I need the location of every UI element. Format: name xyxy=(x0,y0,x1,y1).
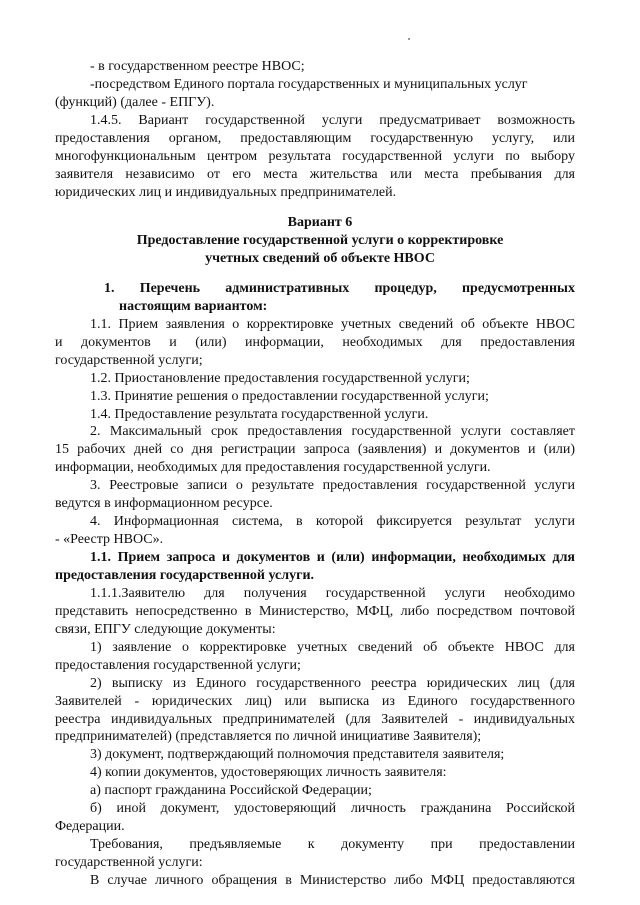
text-line: заявителя независимо от его места жительства или места пребывания для xyxy=(55,166,575,182)
text-line: Заявителей - юридических лиц) или выписка из Единого государственного xyxy=(55,693,575,709)
text-line: государственной услуги: xyxy=(55,855,203,871)
subsection-heading: предоставления государственной услуги. xyxy=(55,567,315,583)
text-line: 4. Информационная система, в которой фиксируется результат услуги xyxy=(90,514,575,530)
section-heading: Вариант 6 xyxy=(287,214,353,230)
text-line: (функций) (далее - ЕПГУ). xyxy=(55,94,215,110)
heading-line: 1. Перечень административных процедур, предусмотренных xyxy=(104,280,575,296)
text-line: - «Реестр НВОС». xyxy=(55,532,164,548)
text-line: многофункциональным центром результата государственной услуги по выбору xyxy=(55,148,575,164)
list-item: 1) заявление о корректировке учетных сведений об объекте НВОС для xyxy=(90,639,575,655)
section-subheading: Предоставление государственной услуги о корректировке xyxy=(136,232,504,248)
text-line: предоставления органом, предоставляющим государственную услугу, или xyxy=(55,130,575,146)
text-line: Требования, предъявляемые к документу при предоставлении xyxy=(90,837,575,853)
text-line: 1.1.1.Заявителю для получения государственной услуги необходимо xyxy=(90,585,575,601)
text-line: юридических лиц и индивидуальных предпринимателей. xyxy=(55,184,397,200)
section-subheading: учетных сведений об объекте НВОС xyxy=(205,250,435,266)
text-line: 2. Максимальный срок предоставления государственной услуги составляет xyxy=(90,424,575,440)
text-line: 15 рабочих дней со дня регистрации запроса (заявления) и документов и (или) xyxy=(55,442,575,458)
subsection-heading: 1.1. Прием запроса и документов и (или) информации, необходимых для xyxy=(90,550,575,566)
text-line: 1.2. Приостановление предоставления государственной услуги; xyxy=(90,370,470,386)
text-line: предпринимателей) (представляется по личной инициативе Заявителя); xyxy=(55,729,482,745)
text-line: В случае личного обращения в Министерство либо МФЦ предоставляются xyxy=(90,873,575,888)
text-line: 1.3. Принятие решения о предоставлении государственной услуги; xyxy=(90,388,489,404)
text-line: государственной услуги; xyxy=(55,352,203,368)
text-line: 3. Реестровые записи о результате предоставления государственной услуги xyxy=(90,478,575,494)
text-line: ведутся в информационном ресурсе. xyxy=(55,496,273,512)
scan-speck xyxy=(408,38,410,40)
text-line: и документов и (или) информации, необходимых для предоставления xyxy=(55,334,575,350)
list-item: 2) выписку из Единого государственного реестра юридических лиц (для xyxy=(90,675,575,691)
text-line: связи, ЕПГУ следующие документы: xyxy=(55,621,276,637)
text-line: - в государственном реестре НВОС; xyxy=(90,59,305,74)
text-line: реестра индивидуальных предпринимателей (для Заявителей - индивидуальных xyxy=(55,711,575,727)
list-item: 3) документ, подтверждающий полномочия представителя заявителя; xyxy=(90,747,505,763)
text-line: 1.4.5. Вариант государственной услуги предусматривает возможность xyxy=(90,112,575,128)
text-line: представить непосредственно в Министерство, МФЦ, либо посредством почтовой xyxy=(55,603,575,619)
text-line: предоставления государственной услуги; xyxy=(55,657,301,673)
text-line: Федерации. xyxy=(55,819,125,835)
list-item: б) иной документ, удостоверяющий личность гражданина Российской xyxy=(90,801,575,817)
list-item: а) паспорт гражданина Российской Федерации; xyxy=(90,783,372,799)
text-line: информации, необходимых для предоставления государственной услуги. xyxy=(55,460,491,476)
list-item: 4) копии документов, удостоверяющих личность заявителя: xyxy=(90,765,447,781)
text-line: 1.4. Предоставление результата государственной услуги. xyxy=(90,406,429,422)
text-line: -посредством Единого портала государственных и муниципальных услуг xyxy=(90,76,528,92)
text-line: 1.1. Прием заявления о корректировке учетных сведений об объекте НВОС xyxy=(90,316,575,332)
heading-line: настоящим вариантом: xyxy=(119,298,268,314)
